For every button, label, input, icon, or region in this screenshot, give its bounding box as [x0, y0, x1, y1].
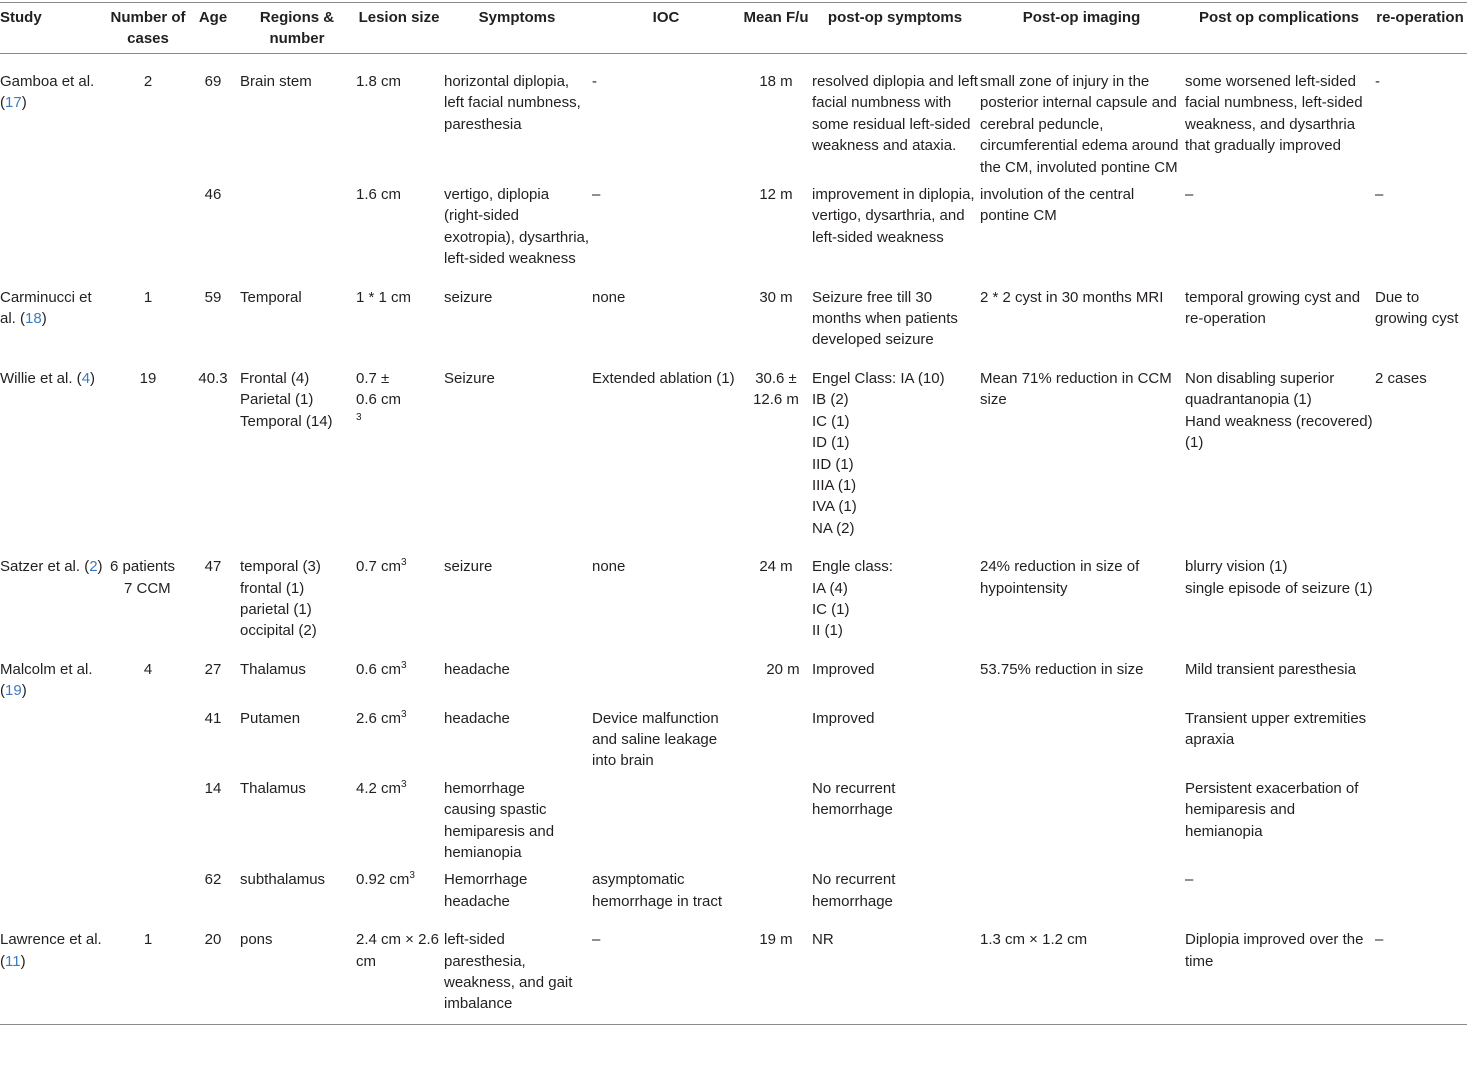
- reop-cell: -: [1375, 73, 1380, 90]
- cases-cell: [110, 178, 188, 270]
- regions-cell: Brain stem: [240, 73, 312, 90]
- region-item: occipital (2): [240, 622, 317, 640]
- regions-cell: [240, 178, 356, 270]
- complications-cell: Non disabling superior quadrantanopia (1) Hand weakness (recovered) (1): [1185, 369, 1373, 452]
- header-fu: Mean F/u: [742, 3, 812, 54]
- reference-link[interactable]: 4: [81, 369, 91, 387]
- fu-cell: 24 m: [759, 558, 793, 576]
- header-lesion: Lesion size: [356, 3, 444, 54]
- age-cell: 14: [204, 779, 222, 797]
- fu-cell: [742, 702, 812, 772]
- ioc-cell: asymptomatic hemorrhage in tract: [592, 871, 723, 910]
- complications-cell: –: [1185, 871, 1194, 889]
- complications-cell: Diplopia improved over the time: [1185, 912, 1375, 1024]
- fu-cell: 20 m: [766, 660, 800, 678]
- postop-imaging-cell: [980, 863, 1185, 912]
- age-cell: 40.3: [198, 369, 228, 387]
- header-age: Age: [188, 3, 240, 54]
- reop-cell: [1375, 863, 1467, 912]
- postop-symptoms-cell: resolved diplopia and left facial numbness with some residual left-sided weakness and ataxia.: [812, 73, 978, 155]
- ioc-cell: –: [592, 912, 742, 1024]
- region-item: Frontal (4): [240, 369, 310, 387]
- regions-cell: subthalamus: [240, 871, 326, 889]
- reop-cell: [1375, 772, 1467, 864]
- symptoms-cell: horizontal diplopia, left facial numbness, paresthesia: [444, 73, 581, 133]
- header-ioc: IOC: [592, 3, 742, 54]
- study-cell: Satzer et al. (2): [0, 558, 103, 576]
- reference-link[interactable]: 19: [5, 682, 22, 700]
- fu-cell: 18 m: [759, 73, 793, 90]
- age-cell: 20: [188, 912, 240, 1024]
- lesion-cell: 1.8 cm: [356, 73, 402, 90]
- header-symptoms: Symptoms: [444, 3, 592, 54]
- table-row: [0, 54, 1467, 179]
- postop-imaging-cell: 1.3 cm × 1.2 cm: [980, 912, 1185, 1024]
- reop-cell: [1375, 702, 1467, 772]
- cases-cell: 19: [139, 369, 157, 387]
- fu-cell: 30 m: [759, 288, 793, 306]
- postop-imaging-cell: involution of the central pontine CM: [980, 186, 1135, 225]
- postop-symptoms-cell: Engle class: IA (4) IC (1) II (1): [812, 558, 893, 640]
- fu-cell: [742, 863, 812, 912]
- table-row: [0, 772, 1467, 864]
- postop-symptoms-cell: No recurrent hemorrhage: [812, 779, 896, 819]
- region-item: parietal (1): [240, 600, 312, 618]
- complications-cell: Mild transient paresthesia: [1185, 660, 1356, 678]
- header-study: Study: [0, 3, 110, 54]
- table-row: [0, 539, 1467, 642]
- symptoms-cell: Seizure: [444, 369, 495, 387]
- study-cell: Gamboa et al. (17): [0, 73, 95, 112]
- postop-symptoms-cell: Improved: [812, 709, 875, 727]
- complications-cell: –: [1185, 186, 1194, 204]
- lesion-cell: 1 * 1 cm: [356, 288, 412, 306]
- lesion-cell: 2.4 cm × 2.6 cm: [356, 912, 444, 1024]
- symptoms-cell: seizure: [444, 288, 493, 306]
- reference-link[interactable]: 11: [5, 952, 21, 970]
- cases-cell: [110, 772, 188, 864]
- study-cell: Lawrence et al. (11): [0, 912, 110, 1024]
- header-cases: Number of cases: [110, 3, 188, 54]
- cases-cell: 1: [143, 288, 153, 306]
- ioc-cell: [592, 642, 742, 702]
- header-postop-symptoms: post-op symptoms: [812, 3, 980, 54]
- ioc-cell: none: [592, 558, 626, 576]
- age-cell: 62: [204, 871, 222, 889]
- postop-symptoms-cell: NR: [812, 912, 980, 1024]
- reop-cell: –: [1375, 186, 1384, 204]
- symptoms-cell: hemorrhage causing spastic hemiparesis and hemianopia: [444, 779, 555, 861]
- age-cell: 69: [204, 73, 222, 90]
- symptoms-cell: left-sided paresthesia, weakness, and gait imbalance: [444, 912, 592, 1024]
- reference-link[interactable]: 17: [5, 94, 22, 112]
- fu-cell: [742, 772, 812, 864]
- study-cell: Willie et al. (4): [0, 369, 96, 387]
- complications-cell: Persistent exacerbation of hemiparesis and hemianopia: [1185, 779, 1359, 840]
- study-cell: [0, 863, 110, 912]
- regions-cell: Temporal: [240, 288, 302, 306]
- postop-imaging-cell: small zone of injury in the posterior internal capsule and cerebral peduncle, circumferential edema around the CM, involuted pontine CM: [980, 73, 1179, 176]
- lesion-cell: 2.6 $cm^3$: [356, 708, 407, 727]
- regions-cell: Putamen: [240, 709, 301, 727]
- header-postop-imaging: Post-op imaging: [980, 3, 1185, 54]
- complications-cell: temporal growing cyst and re-operation: [1185, 288, 1361, 328]
- table-row: [0, 702, 1467, 772]
- table-row: [0, 270, 1467, 351]
- regions-cell: [240, 539, 356, 642]
- lesion-cell: 0.7 ± 0.6 cm $^3$: [356, 369, 402, 423]
- region-item: frontal (1): [240, 579, 305, 597]
- symptoms-cell: headache: [444, 709, 510, 727]
- table-row: [0, 178, 1467, 270]
- header-reop: re-operation: [1375, 3, 1467, 54]
- postop-symptoms-cell: Engel Class: IA (10) IB (2) IC (1) ID (1) IID (1) IIIA (1) IVA (1) NA (2): [812, 369, 945, 537]
- region-item: temporal (3): [240, 558, 321, 576]
- postop-imaging-cell: [980, 702, 1185, 772]
- reop-cell: 2 cases: [1375, 369, 1427, 387]
- postop-imaging-cell: 24% reduction in size of hypointensity: [980, 558, 1140, 597]
- postop-imaging-cell: Mean 71% reduction in CCM size: [980, 369, 1172, 409]
- header-row: [0, 3, 1467, 54]
- lesion-cell: 1.6 cm: [356, 186, 402, 204]
- regions-cell: [240, 351, 356, 539]
- study-cell: [0, 772, 110, 864]
- symptoms-cell: Hemorrhage headache: [444, 871, 528, 910]
- postop-symptoms-cell: improvement in diplopia, vertigo, dysarthria, and left-sided weakness: [812, 186, 975, 246]
- symptoms-cell: seizure: [444, 558, 493, 576]
- regions-cell: pons: [240, 912, 356, 1024]
- age-cell: 47: [204, 558, 222, 576]
- cases-cell: 6 patients 7 CCM: [110, 558, 176, 597]
- lesion-cell: 0.7 $cm^3$: [356, 557, 407, 576]
- lesion-cell: 0.92 $cm^3$: [356, 870, 415, 889]
- table-row: [0, 912, 1467, 1024]
- postop-symptoms-cell: Seizure free till 30 months when patients developed seizure: [812, 288, 958, 349]
- regions-cell: Thalamus: [240, 779, 306, 797]
- reference-link[interactable]: 18: [25, 310, 42, 328]
- reop-cell: [1375, 642, 1467, 702]
- ioc-cell: Device malfunction and saline leakage into brain: [592, 709, 719, 770]
- regions-cell: Thalamus: [240, 660, 306, 678]
- study-cell: [0, 702, 110, 772]
- fu-cell: 30.6 ± 12.6 m: [753, 369, 799, 409]
- table-row: [0, 642, 1467, 702]
- complications-cell: some worsened left-sided facial numbness, left-sided weakness, and dysarthria that gradually improved: [1185, 73, 1363, 155]
- symptoms-cell: headache: [444, 660, 510, 678]
- cases-cell: [110, 863, 188, 912]
- lesion-cell: 0.6 $cm^3$: [356, 659, 407, 678]
- ioc-cell: [592, 772, 742, 864]
- ioc-cell: –: [592, 186, 601, 204]
- age-cell: 46: [204, 186, 222, 204]
- age-cell: 41: [204, 709, 222, 727]
- header-complications: Post op complications: [1185, 3, 1375, 54]
- symptoms-cell: vertigo, diplopia (right-sided exotropia), dysarthria, left-sided weakness: [444, 186, 590, 268]
- cases-cell: 4: [143, 660, 153, 678]
- study-cell: [0, 178, 110, 270]
- age-cell: 59: [204, 288, 222, 306]
- study-cell: Malcolm et al. (19): [0, 660, 93, 700]
- ioc-cell: Extended ablation (1): [592, 369, 735, 387]
- lesion-cell: 4.2 $cm^3$: [356, 778, 407, 797]
- region-item: Parietal (1): [240, 391, 314, 409]
- postop-imaging-cell: 2 * 2 cyst in 30 months MRI: [980, 288, 1164, 306]
- complications-cell: blurry vision (1) single episode of seizure (1): [1185, 558, 1373, 597]
- postop-symptoms-cell: No recurrent hemorrhage: [812, 871, 896, 910]
- ioc-cell: none: [592, 288, 626, 306]
- region-item: Temporal (14): [240, 412, 333, 430]
- reop-cell: Due to growing cyst: [1375, 288, 1459, 328]
- ioc-cell: -: [592, 73, 597, 90]
- fu-cell: 12 m: [759, 186, 793, 204]
- table-row: [0, 863, 1467, 912]
- table-row: [0, 351, 1467, 539]
- header-regions: Regions & number: [240, 3, 356, 54]
- postop-symptoms-cell: Improved: [812, 660, 875, 678]
- complications-cell: Transient upper extremities apraxia: [1185, 709, 1367, 748]
- cases-cell: 1: [110, 912, 188, 1024]
- reop-cell: –: [1375, 912, 1467, 1024]
- fu-cell: 19 m: [742, 912, 812, 1024]
- study-cell: Carminucci et al. (18): [0, 288, 92, 328]
- postop-imaging-cell: 53.75% reduction in size: [980, 660, 1144, 678]
- cases-cell: [110, 702, 188, 772]
- age-cell: 27: [204, 660, 222, 678]
- postop-imaging-cell: [980, 772, 1185, 864]
- studies-table: [0, 2, 1467, 1025]
- reop-cell: [1375, 539, 1467, 642]
- reference-link[interactable]: 2: [89, 558, 98, 576]
- cases-cell: 2: [143, 73, 153, 90]
